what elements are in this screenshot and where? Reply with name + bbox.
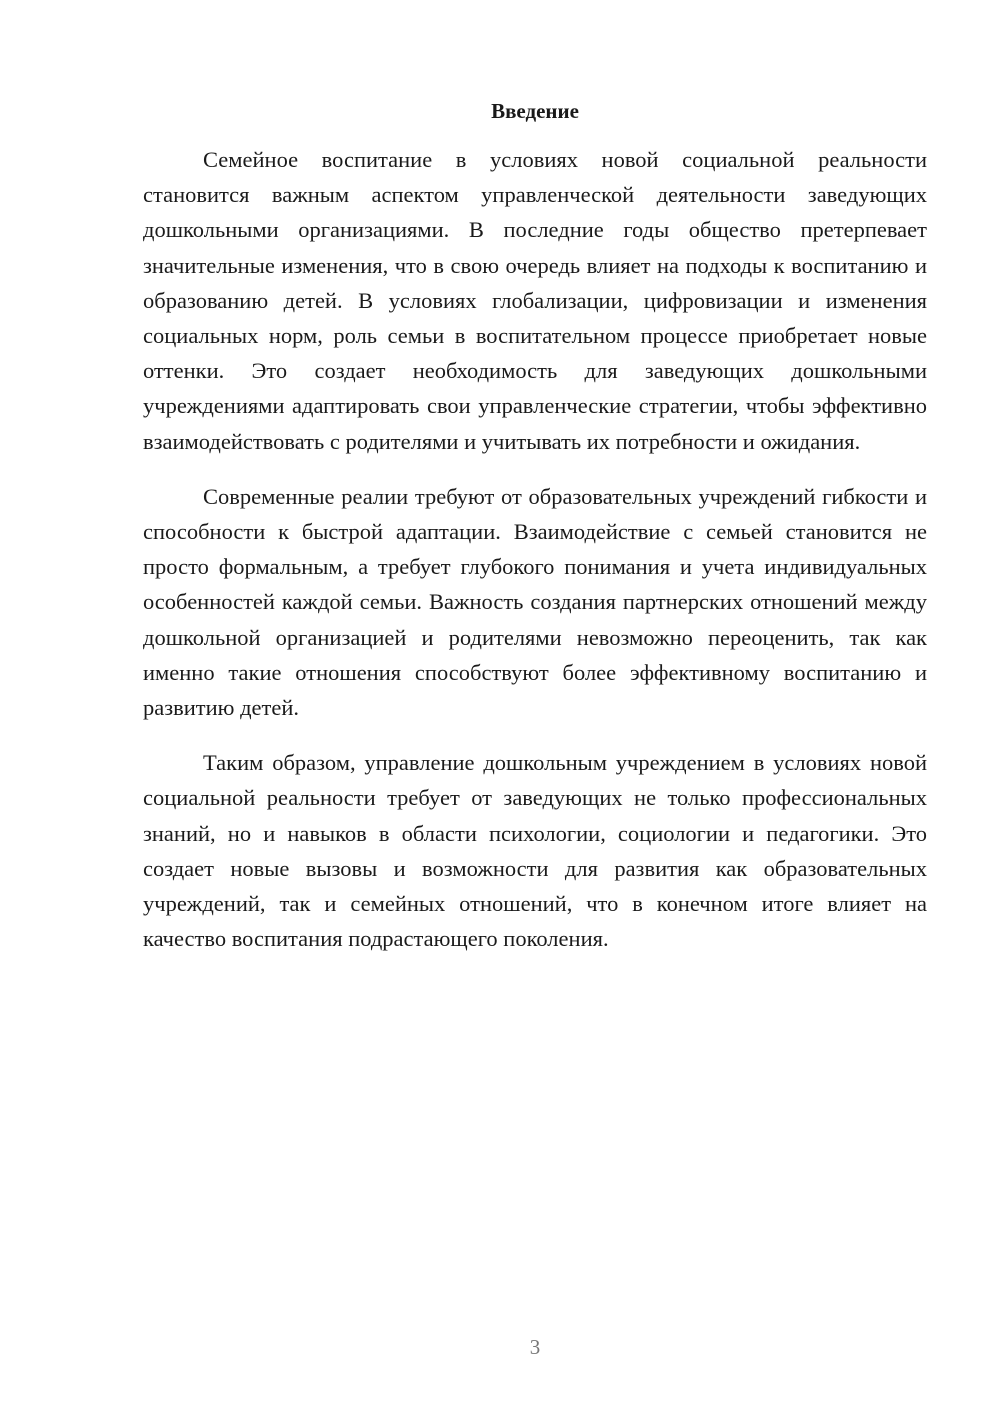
section-heading: Введение bbox=[491, 99, 579, 123]
page-number: 3 bbox=[529, 1335, 541, 1359]
paragraph-2: Современные реалии требуют от образовательных учреждений гибкости и способности к быстрой адаптации. Взаимодействие с семьей становится не просто формальным, а требует глубокого понимания и учета индивидуальных особенностей каждой семьи. Важность создания партнерских отношений между дошкольной организацией и родителями невозможно переоценить, так как именно такие отношения способствуют более эффективному воспитанию и развитию детей. bbox=[143, 483, 927, 721]
body-text bbox=[143, 142, 927, 976]
paragraph-1: Семейное воспитание в условиях новой социальной реальности становится важным аспектом управленческой деятельности заведующих дошкольными организациями. В последние годы общество претерпевает значительные изменения, что в свою очередь влияет на подходы к воспитанию и образованию детей. В условиях глобализации, цифровизации и изменения социальных норм, роль семьи в воспитательном процессе приобретает новые оттенки. Это создает необходимость для заведующих дошкольными учреждениями адаптировать свои управленческие стратегии, чтобы эффективно взаимодействовать с родителями и учитывать их потребности и ожидания. bbox=[143, 147, 927, 454]
paragraph-3: Таким образом, управление дошкольным учреждением в условиях новой социальной реальности требует от заведующих не только профессиональных знаний, но и навыков в области психологии, социологии и педагогики. Это создает новые вызовы и возможности для развития как образовательных учреждений, так и семейных отношений, что в конечном итоге влияет на качество воспитания подрастающего поколения. bbox=[143, 750, 927, 952]
